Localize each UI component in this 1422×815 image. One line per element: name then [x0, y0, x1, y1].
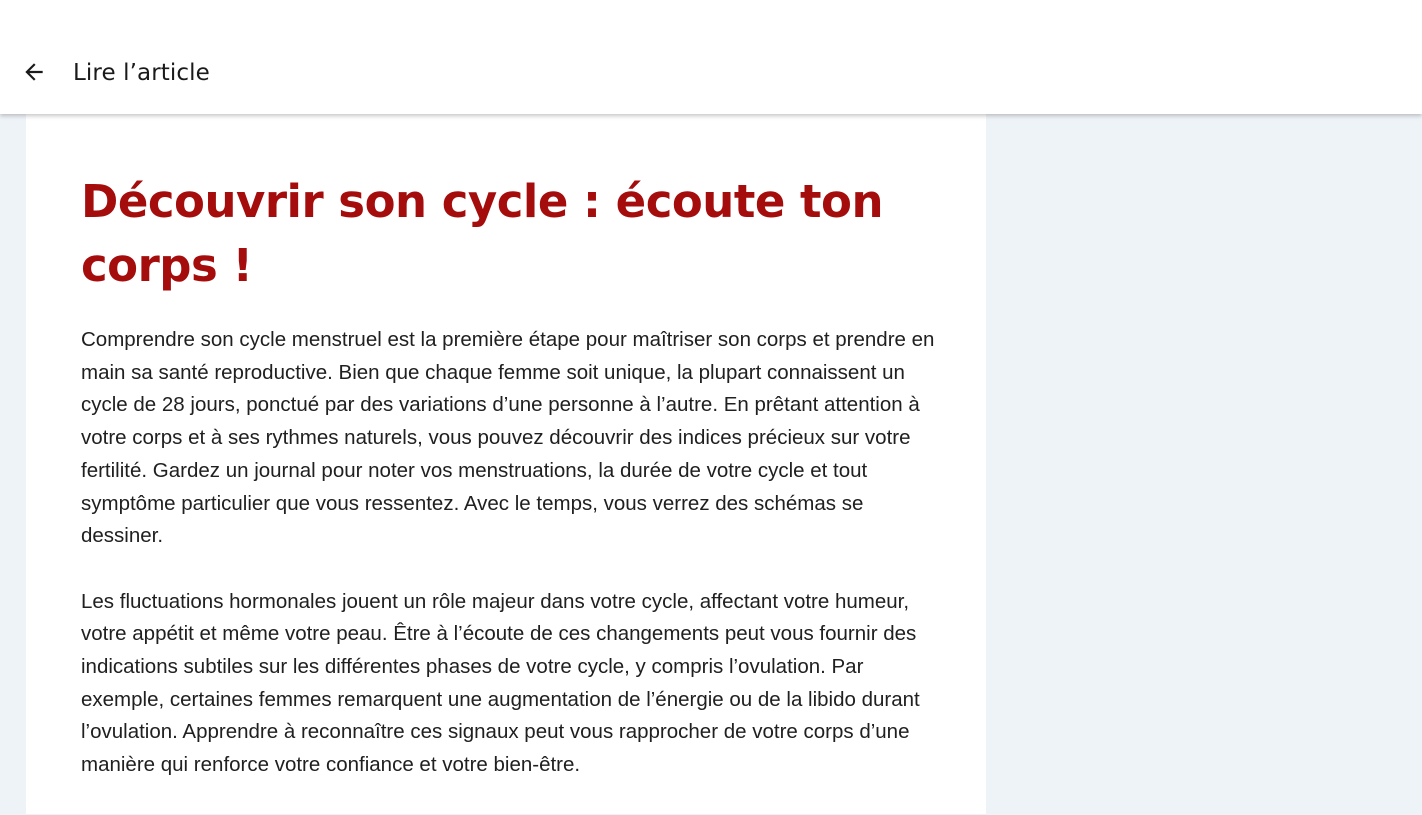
back-button[interactable] — [14, 52, 54, 92]
article-body — [81, 324, 951, 815]
article-paragraph: Comprendre son cycle menstruel est la première étape pour maîtriser son corps et prendre en main sa santé reproductive. Bien que chaque femme soit unique, la plupart connaissent un cycle de 28 jours, ponctué par des variations d’une personne à l’autre. En prêtant attention à votre corps et à ses rythmes naturels, vous pouvez découvrir des indices précieux sur votre fertilité. Gardez un journal pour noter vos menstruations, la durée de votre cycle et tout symptôme particulier que vous ressentez. Avec le temps, vous verrez des schémas se dessiner. — [81, 328, 935, 548]
app-bar — [0, 0, 1422, 114]
page-title: Lire l’article — [73, 60, 210, 86]
article-paragraph: Les fluctuations hormonales jouent un rôle majeur dans votre cycle, affectant votre humeur, votre appétit et même votre peau. Être à l’écoute de ces changements peut vous fournir des indications subtiles sur les différentes phases de votre cycle, y compris l’ovulation. Par exemple, certaines femmes remarquent une augmentation de l’énergie ou de la libido durant l’ovulation. Apprendre à reconnaître ces signaux peut vous rapprocher de votre corps d’une manière qui renforce votre confiance et votre bien-être. — [81, 589, 920, 777]
arrow-left-icon — [21, 59, 47, 85]
article-title: Découvrir son cycle : écoute ton corps ! — [81, 175, 883, 292]
article-card[interactable] — [26, 114, 986, 814]
